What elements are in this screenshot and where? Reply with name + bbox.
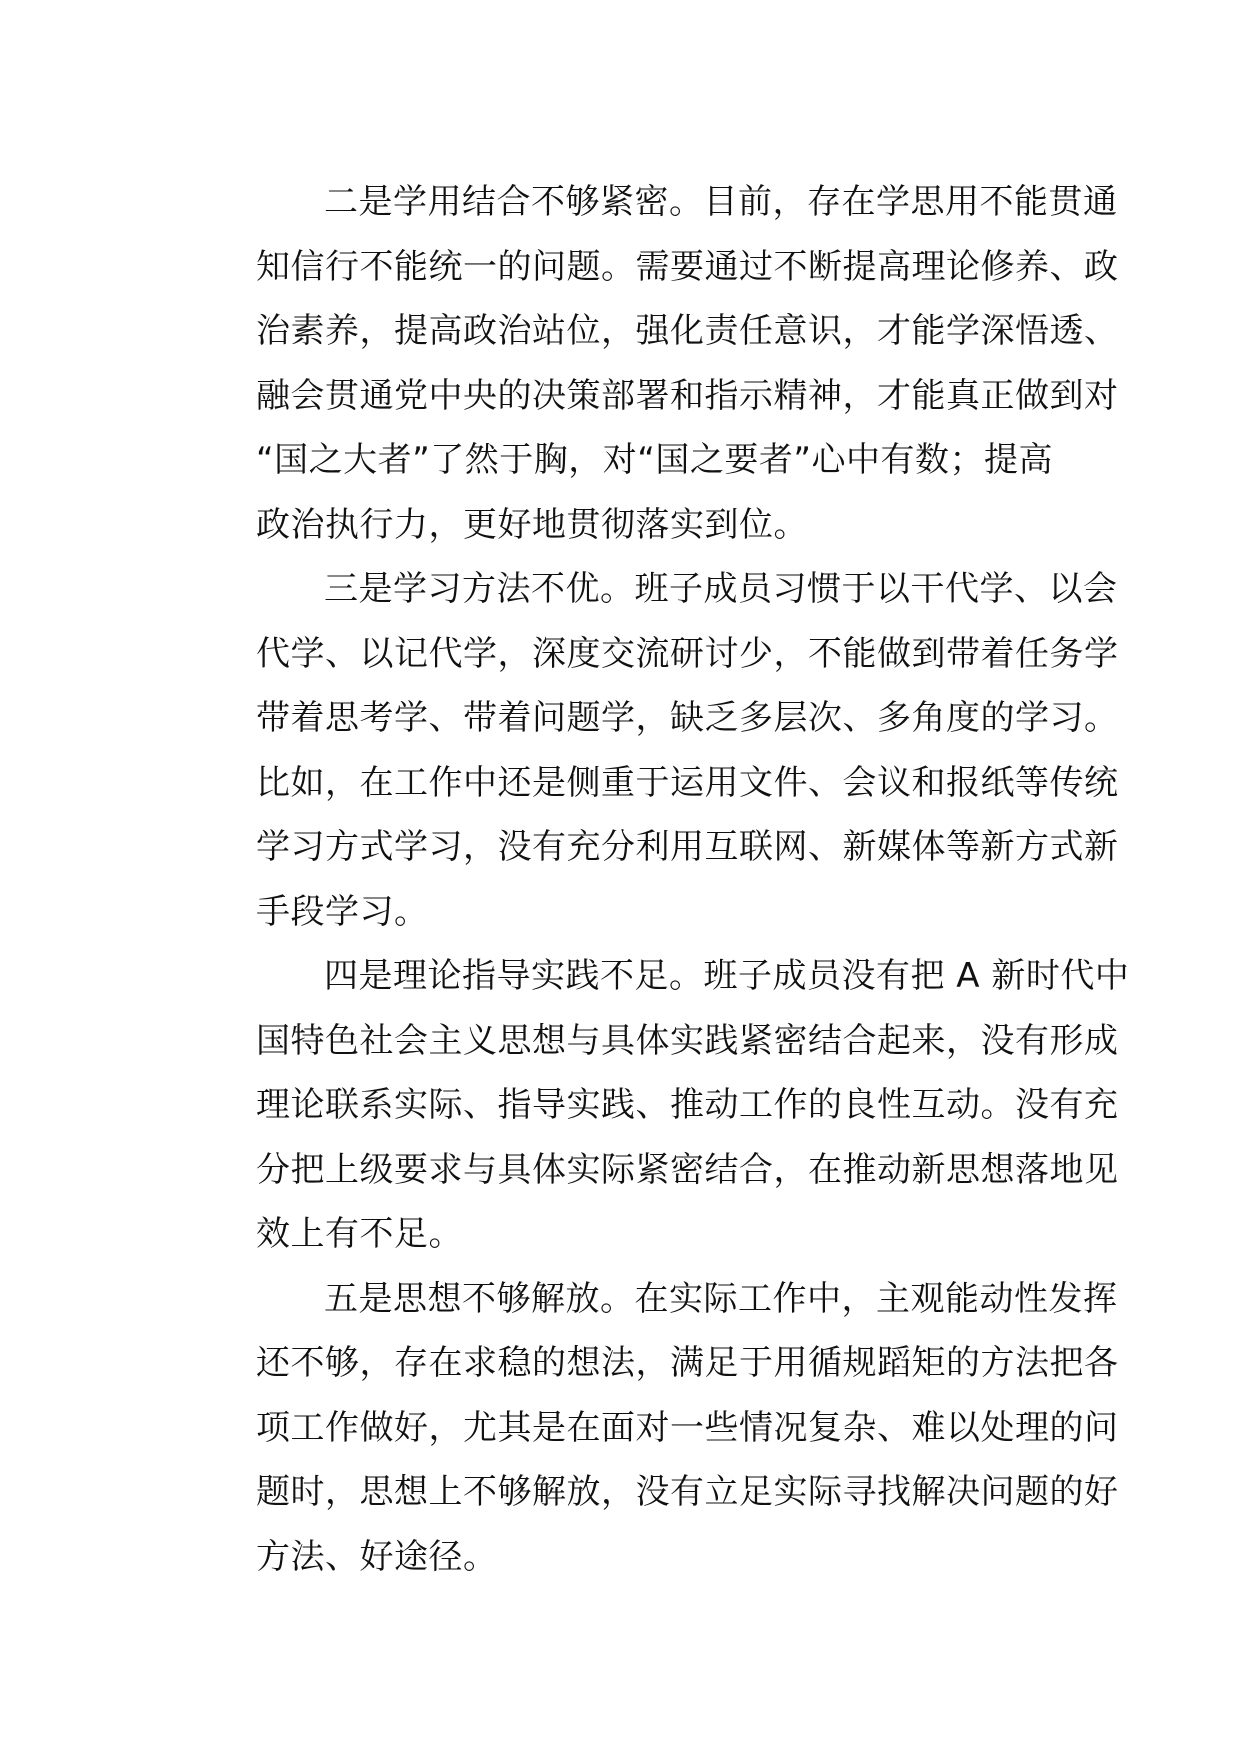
text-line: 方法、好途径。 bbox=[256, 1536, 498, 1577]
text-line: 项工作做好，尤其是在面对一些情况复杂、难以处理的问 bbox=[256, 1407, 1119, 1448]
text-line: “国之大者”了然于胸，对“国之要者”心中有数；提高 bbox=[256, 440, 1053, 480]
text-line: 国特色社会主义思想与具体实践紧密结合起来，没有形成 bbox=[256, 1020, 1119, 1061]
text-line: 代学、以记代学，深度交流研讨少，不能做到带着任务学 bbox=[256, 633, 1119, 674]
text-line: 融会贯通党中央的决策部署和指示精神，才能真正做到对 bbox=[256, 375, 1119, 416]
paragraph-thought-liberation bbox=[188, 1267, 1119, 1590]
text-line: 还不够，存在求稳的想法，满足于用循规蹈矩的方法把各 bbox=[256, 1343, 1119, 1383]
text-line: 五是思想不够解放。在实际工作中，主观能动性发挥 bbox=[324, 1278, 1118, 1319]
text-line: 二是学用结合不够紧密。目前，存在学思用不能贯通 bbox=[324, 182, 1118, 222]
document-body bbox=[188, 170, 1130, 1589]
text-line: 手段学习。 bbox=[256, 891, 429, 932]
text-line: 三是学习方法不优。班子成员习惯于以干代学、以会 bbox=[324, 569, 1118, 609]
text-line: 四是理论指导实践不足。班子成员没有把 A 新时代中 bbox=[324, 956, 1130, 996]
paragraph-study-methods bbox=[188, 557, 1119, 944]
text-line: 题时，思想上不够解放，没有立足实际寻找解决问题的好 bbox=[256, 1472, 1119, 1512]
paragraph-study-application bbox=[188, 170, 1119, 557]
text-line: 学习方式学习，没有充分利用互联网、新媒体等新方式新 bbox=[256, 827, 1119, 867]
paragraph-theory-practice bbox=[188, 944, 1130, 1267]
text-line: 政治执行力，更好地贯彻落实到位。 bbox=[256, 504, 808, 545]
text-line: 知信行不能统一的问题。需要通过不断提高理论修养、政 bbox=[256, 246, 1119, 287]
text-line: 带着思考学、带着问题学，缺乏多层次、多角度的学习。 bbox=[256, 698, 1119, 738]
text-line: 治素养，提高政治站位，强化责任意识，才能学深悟透、 bbox=[256, 311, 1119, 351]
text-line: 理论联系实际、指导实践、推动工作的良性互动。没有充 bbox=[256, 1085, 1119, 1125]
text-line: 比如，在工作中还是侧重于运用文件、会议和报纸等传统 bbox=[256, 762, 1119, 803]
text-line: 效上有不足。 bbox=[256, 1214, 463, 1254]
text-line: 分把上级要求与具体实际紧密结合，在推动新思想落地见 bbox=[256, 1149, 1119, 1190]
